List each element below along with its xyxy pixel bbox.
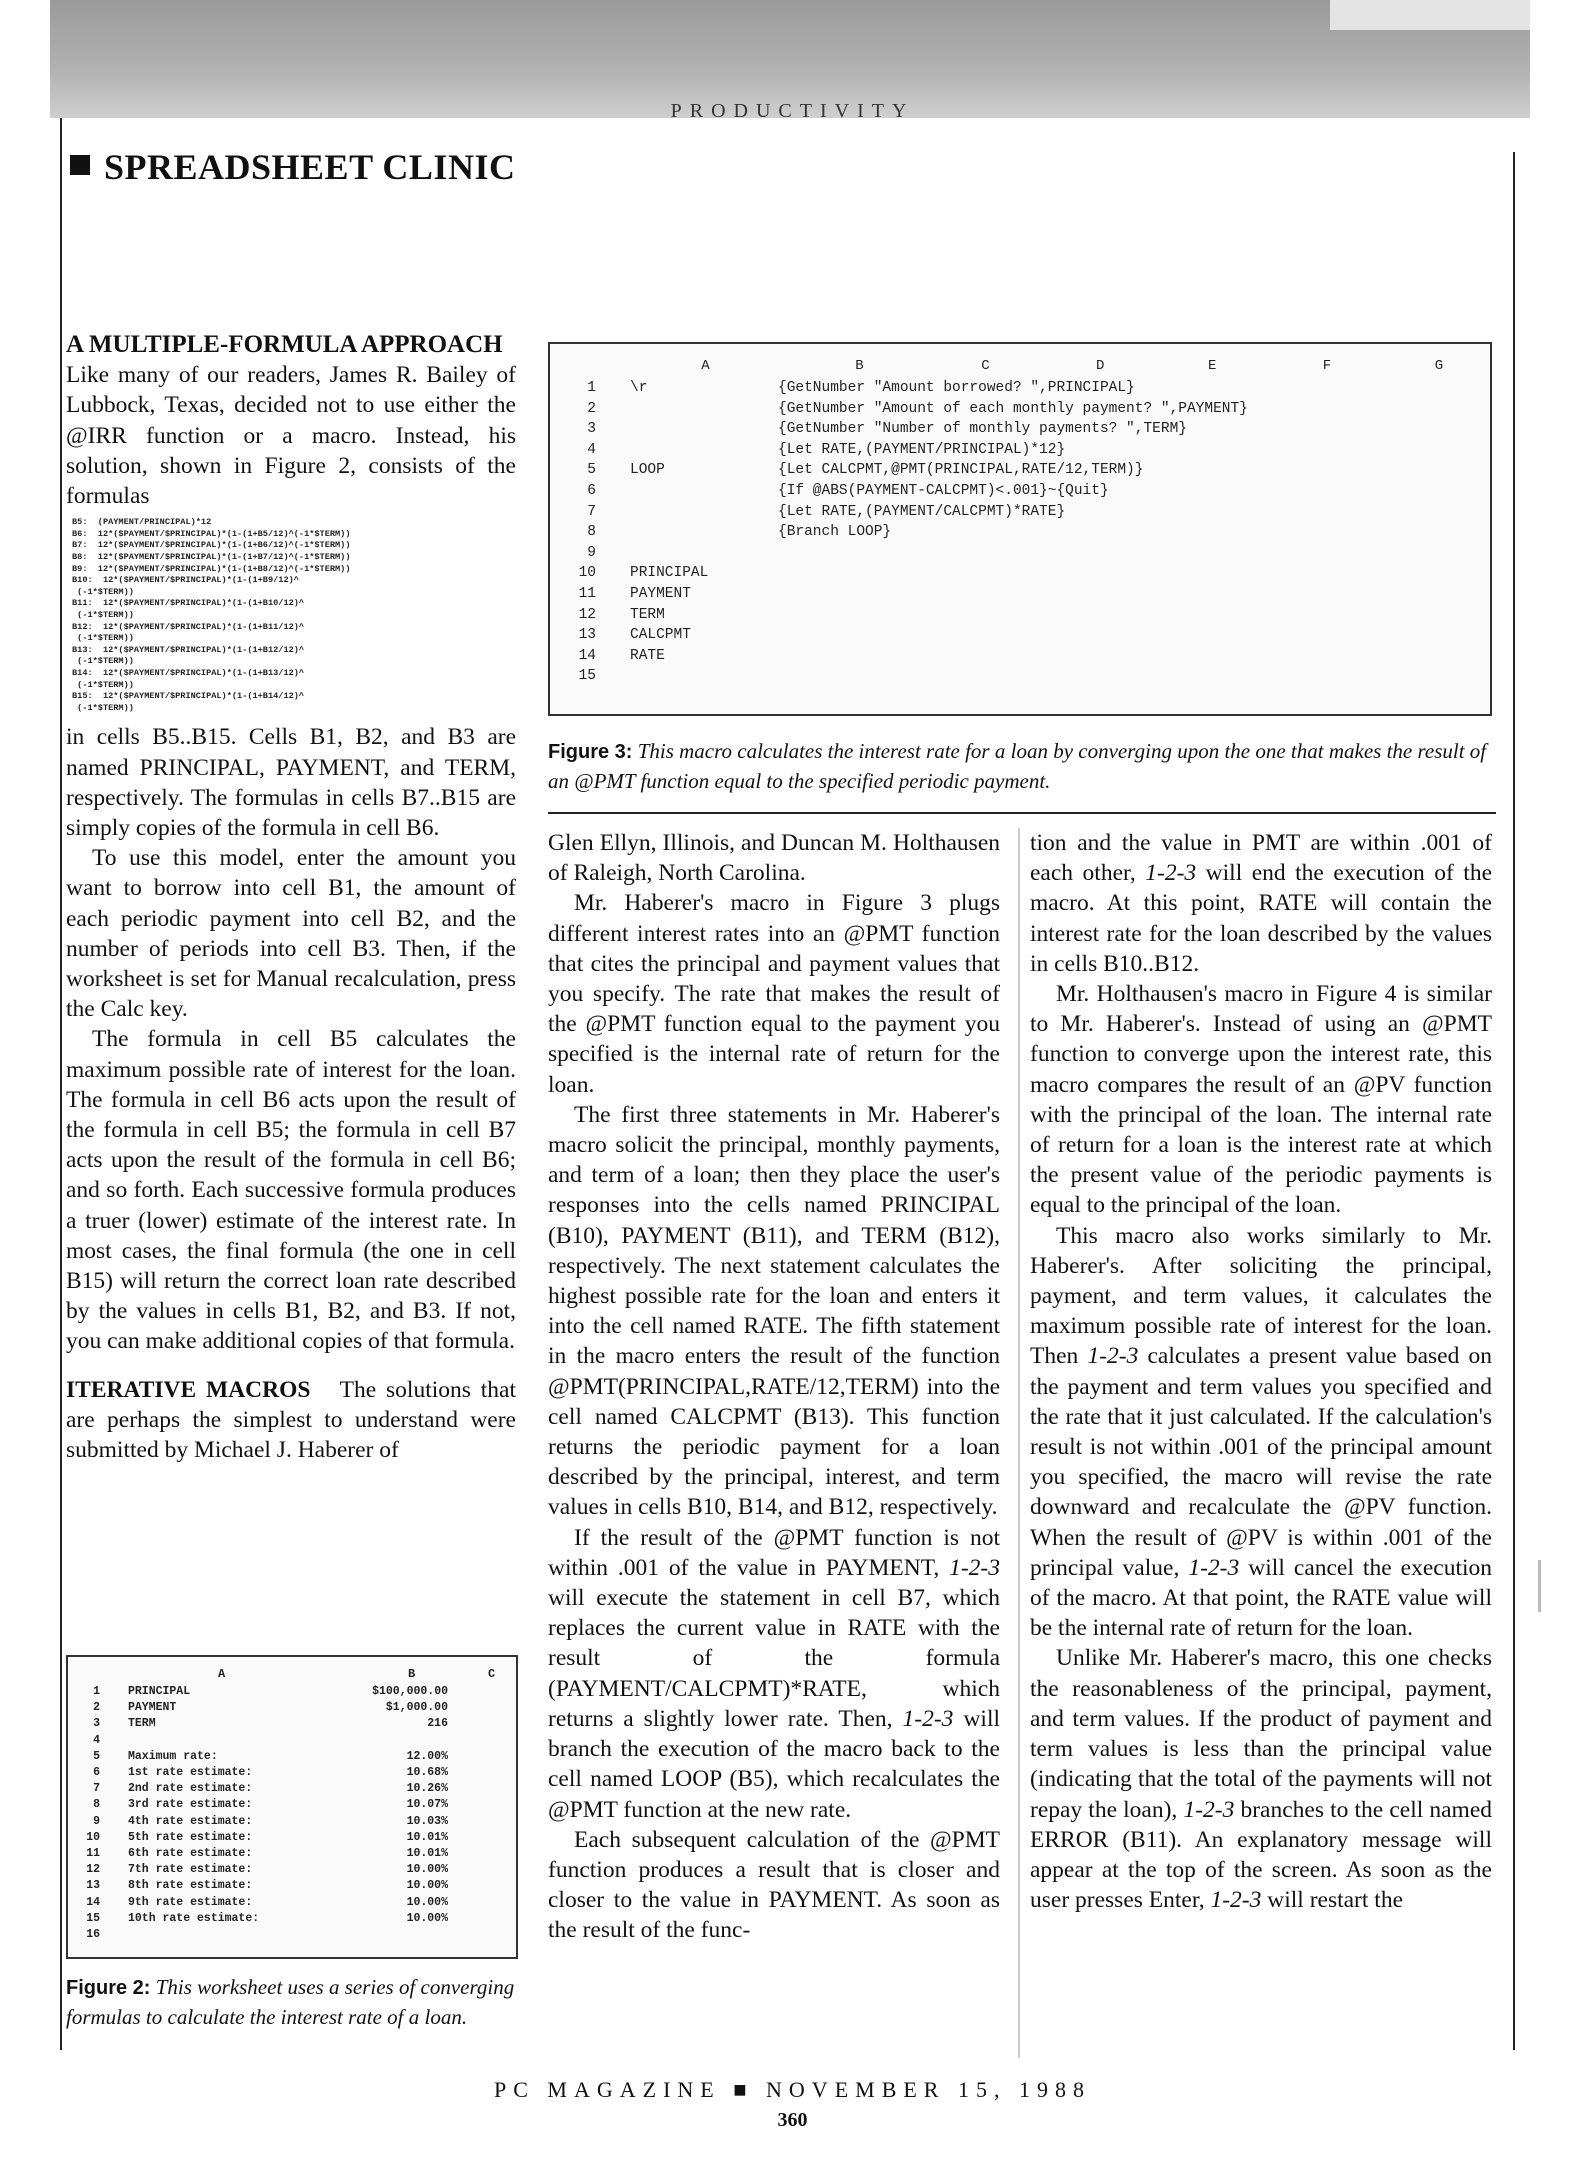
product-name: 1-2-3 [1210, 1887, 1262, 1914]
fig2-cell-b: $100,000.00 [372, 1685, 448, 1698]
fig2-cell-b: 216 [427, 1717, 448, 1731]
fig3-cell-b: {Let RATE,(PAYMENT/PRINCIPAL)*12} [778, 441, 1066, 458]
iterative-macros-heading: ITERATIVE MACROS [66, 1376, 311, 1403]
fig2-row-number: 15 [86, 1911, 100, 1925]
figure-3-label: Figure 3: [548, 741, 633, 763]
fig3-row-number: 14 [578, 647, 596, 664]
left-border-rule [60, 118, 62, 2050]
fig3-col-header-d: D [1096, 358, 1105, 374]
fig2-cell-a: PAYMENT [128, 1701, 177, 1715]
fig2-cell-b: 12.00% [406, 1749, 448, 1763]
fig2-cell-a: PRINCIPAL [128, 1685, 191, 1698]
col1-paragraph-4: The formula in cell B5 calculates the maximum possible rate of interest for the loan. The formula in cell B6 acts upon the result of the formula in cell B5; the formula in cell B7 acts upon the result of the formula in cell B6; and so forth. Each successive formula produces a truer (lower) estimate of the interest rate. In most cases, the final formula (the one in cell B15) will return the correct loan rate described by the values in cells B1, B2, and B3. If not, you can make additional copies of that formula. [66, 1026, 516, 1355]
col3-p4a: Unlike Mr. Haberer's macro, this one checks the reasonableness of the principal, payment, and term values. If the product of payment and term values is less than the principal value (indicating that the total of the payments will not repay the loan), [1030, 1645, 1492, 1823]
fig2-row-number: 6 [93, 1766, 100, 1779]
column-3 [1030, 828, 1492, 1915]
fig2-cell-b: 10.26% [406, 1782, 448, 1796]
column-2 [548, 828, 1000, 1946]
col3-p3c: will cancel the execution of the macro. At that point, the RATE value will be the internal rate of return for the loan. [1030, 1554, 1493, 1642]
footer: PC MAGAZINE ■ NOVEMBER 15, 1988 [494, 2077, 1091, 2102]
fig2-cell-b: 10.01% [406, 1847, 448, 1860]
col1-paragraph-2: in cells B5..B15. Cells B1, B2, and B3 are named PRINCIPAL, PAYMENT, and TERM, respectively. The formulas in cells B7..B15 are simply copies of the formula in cell B6. [66, 724, 516, 841]
fig2-row-number: 2 [93, 1701, 100, 1715]
product-name: 1-2-3 [1087, 1343, 1139, 1370]
fig3-cell-a: TERM [630, 606, 665, 623]
fig2-cell-b: 10.07% [406, 1798, 448, 1812]
col2-col3-divider [1018, 828, 1020, 2058]
fig3-cell-b: {GetNumber "Amount borrowed? ",PRINCIPAL} [778, 380, 1135, 396]
col2-paragraph-1: Glen Ellyn, Illinois, and Duncan M. Holthausen of Raleigh, North Carolina. [548, 830, 1000, 887]
figure-3-caption-text: This macro calculates the interest rate for a loan by converging upon the one that makes the result of an @PMT function equal to the specified periodic payment. [548, 739, 1487, 793]
fig3-row-number: 7 [587, 503, 596, 520]
fig3-cell-b: {Branch LOOP} [778, 524, 892, 541]
col2-paragraph-4 [548, 1523, 1000, 1825]
fig3-row-number: 5 [587, 462, 596, 479]
fig2-cell-a: 8th rate estimate: [128, 1879, 253, 1893]
fig3-cell-b: {GetNumber "Number of monthly payments? ",TERM} [778, 421, 1187, 438]
fig2-cell-b: 10.00% [406, 1895, 448, 1909]
fig2-row-number: 1 [93, 1685, 100, 1698]
col3-p3b: calculates a present value based on the payment and term values you specified and the rate that it just calculated. If the calculation's result is not within .001 of the principal amount you specified, the macro will revise the rate downward and recalculate the @PV function. When the result of @PV is within .001 of the principal value, [1030, 1343, 1492, 1581]
col2-paragraph-5: Each subsequent calculation of the @PMT function produces a result that is closer and closer to the value in PAYMENT. As soon as the result of the func- [548, 1826, 1000, 1944]
col3-p1b: will end the execution of the macro. At this point, RATE will contain the interest rate for the loan described by the values in cells B10..B12. [1030, 860, 1492, 977]
article-heading: A MULTIPLE-FORMULA APPROACH [66, 331, 503, 358]
fig3-col-header-e: E [1208, 358, 1217, 374]
figure-3-macro [548, 342, 1492, 716]
fig3-col-header-g: G [1434, 358, 1444, 374]
page-number: 360 [777, 2109, 808, 2131]
col1-paragraph-1: Like many of our readers, James R. Bailey of Lubbock, Texas, decided not to use either the @IRR function or a macro. Instead, his solution, shown in Figure 2, consists of the formulas [66, 362, 516, 510]
col2-p4c: will branch the execution of the macro back to the cell named LOOP (B5), which recalculates the @PMT function at the new rate. [548, 1705, 1000, 1823]
fig2-cell-b: 10.68% [406, 1766, 448, 1779]
product-name: 1-2-3 [1188, 1554, 1240, 1581]
fig3-row-number: 12 [578, 606, 596, 623]
fig3-row-number: 3 [587, 421, 596, 438]
col1-paragraph-3: To use this model, enter the amount you want to borrow into cell B1, the amount of each periodic payment into cell B2, and the number of periods into cell B3. Then, if the worksheet is set for Manual recalculation, press the Calc key. [66, 845, 516, 1023]
col3-paragraph-1 [1030, 828, 1492, 979]
fig2-cell-a: 1st rate estimate: [128, 1766, 253, 1779]
figure-2-caption [66, 1973, 516, 2032]
fig3-cell-b: {Let RATE,(PAYMENT/CALCPMT)*RATE} [778, 503, 1066, 520]
col3-paragraph-4 [1030, 1643, 1492, 1915]
fig3-row-number: 11 [578, 586, 596, 602]
fig2-cell-a: 6th rate estimate: [128, 1847, 253, 1860]
fig3-cell-b: {GetNumber "Amount of each monthly payment? ",PAYMENT} [778, 400, 1248, 417]
fig2-row-number: 10 [86, 1830, 100, 1844]
fig3-cell-a: PRINCIPAL [630, 565, 709, 582]
fig3-cell-a: LOOP [630, 462, 665, 479]
fig2-cell-b: 10.00% [406, 1911, 448, 1925]
col2-paragraph-2: Mr. Haberer's macro in Figure 3 plugs different interest rates into an @PMT function that cites the principal and payment values that you specify. The rate that makes the result of the @PMT function equal to the payment you specified is the internal rate of return for the loan. [548, 890, 1000, 1098]
figure-3-bottom-rule [548, 812, 1496, 814]
fig3-row-number: 1 [587, 380, 596, 396]
fig2-col-header-c: C [488, 1667, 496, 1681]
figure-2-caption-text: This worksheet uses a series of converging formulas to calculate the interest rate of a loan. [66, 1975, 515, 2029]
fig2-cell-b: 10.03% [406, 1814, 448, 1828]
fig3-col-header-c: C [981, 358, 990, 374]
fig2-col-header-a: A [218, 1667, 226, 1681]
product-name: 1-2-3 [949, 1554, 1001, 1581]
fig3-cell-b: {Let CALCPMT,@PMT(PRINCIPAL,RATE/12,TERM)} [778, 462, 1144, 479]
fig2-col-header-b: B [408, 1667, 416, 1681]
column-title-text: SPREADSHEET CLINIC [104, 147, 516, 187]
fig2-cell-a: 9th rate estimate: [128, 1895, 253, 1909]
fig2-row-number: 11 [86, 1847, 100, 1860]
product-name: 1-2-3 [902, 1705, 954, 1732]
col3-p4c: will restart the [1267, 1887, 1403, 1914]
col3-p3a: This macro also works similarly to Mr. Haberer's. After soliciting the principal, payment, and term values, it calculates the maximum possible rate of interest for the loan. Then [1030, 1222, 1492, 1370]
col1-paragraph-5 [66, 1375, 516, 1466]
col3-paragraph-3 [1030, 1221, 1492, 1644]
header-band-fade [1330, 0, 1530, 30]
fig2-cell-b: 10.01% [406, 1830, 448, 1844]
fig3-row-number: 4 [587, 441, 596, 458]
fig2-cell-b: 10.00% [406, 1879, 448, 1893]
fig3-col-header-f: F [1322, 358, 1332, 374]
col2-paragraph-3: The first three statements in Mr. Haberer's macro solicit the principal, monthly payments, and term of a loan; then they place the user's responses into the cells named PRINCIPAL (B10), PAYMENT (B11), and TERM (B12), respectively. The next statement calculates the highest possible rate for the loan and enters it into the cell named RATE. The fifth statement in the macro enters the result of the function @PMT(PRINCIPAL,RATE/12,TERM) into the cell named CALCPMT (B13). This function returns the periodic payment for a loan described by the principal, interest, and term values in cells B10, B14, and B12, respectively. [548, 1101, 1000, 1521]
product-name: 1-2-3 [1183, 1796, 1235, 1823]
fig3-row-number: 6 [587, 483, 596, 499]
fig3-cell-a: CALCPMT [630, 627, 691, 644]
fig2-row-number: 4 [93, 1733, 100, 1747]
bullet-square-icon [70, 155, 90, 175]
fig2-cell-a: 10th rate estimate: [128, 1911, 260, 1925]
section-label: PRODUCTIVITY [670, 100, 915, 122]
col3-paragraph-2: Mr. Holthausen's macro in Figure 4 is similar to Mr. Haberer's. Instead of using an @PMT function to converge upon the interest rate, this macro compares the result of an @PV function with the principal of the loan. The internal rate of return for a loan is the interest rate at which the present value of the periodic payments is equal to the principal of the loan. [1030, 981, 1492, 1219]
fig2-cell-a: 3rd rate estimate: [128, 1798, 253, 1812]
figure-2-label: Figure 2: [66, 1977, 151, 1999]
column-1 [66, 330, 516, 1465]
figure-3-caption [548, 737, 1496, 796]
fig2-cell-a: Maximum rate: [128, 1749, 218, 1763]
fig3-col-header-b: B [855, 358, 864, 374]
margin-mark [1538, 1560, 1541, 1612]
fig2-cell-a: TERM [128, 1717, 156, 1731]
fig2-row-number: 16 [86, 1928, 100, 1941]
fig2-row-number: 13 [86, 1879, 100, 1893]
fig2-row-number: 9 [93, 1814, 100, 1828]
fig2-cell-a: 4th rate estimate: [128, 1814, 253, 1828]
fig3-col-header-a: A [701, 358, 710, 374]
fig3-cell-b: {If @ABS(PAYMENT-CALCPMT)<.001}~{Quit} [778, 483, 1109, 499]
right-border-rule [1513, 152, 1515, 2050]
fig2-row-number: 7 [93, 1782, 100, 1796]
fig3-cell-a: RATE [630, 647, 665, 664]
column-title [70, 146, 515, 188]
fig3-row-number: 8 [587, 524, 596, 541]
formula-listing: B5: (PAYMENT/PRINCIPAL)*12 B6: 12*($PAYMENT/$PRINCIPAL)*(1-(1+B5/12)^(-1*$TERM)) B7: 12*($PAYMENT/$PRINCIPAL)*(1-(1+B6/12)^(-1*$TERM)) B8: 12*($PAYMENT/$PRINCIPAL)*(1-(1+B7/12)^(-1*$TERM)) B9: 12*($PAYMENT/$PRINCIPAL)*(1-(1+B8/12)^(-1*$TERM)) B10: 12*($PAYMENT/$PRINCIPAL)*(1-(1+B9/12)^ (-1*$TERM)) B11: 12*($PAYMENT/$PRINCIPAL)*(1-(1+B10/12)^ (-1*$TERM)) B12: 12*($PAYMENT/$PRINCIPAL)*(1-(1+B11/12)^ (-1*$TERM)) B13: 12*($PAYMENT/$PRINCIPAL)*(1-(1+B12/12)^ (-1*$TERM)) B14: 12*($PAYMENT/$PRINCIPAL)*(1-(1+B13/12)^ (-1*$TERM)) B15: 12*($PAYMENT/$PRINCIPAL)*(1-(1+B14/12)^ (-1*$TERM)) [72, 517, 351, 713]
fig2-cell-a: 7th rate estimate: [128, 1863, 253, 1877]
fig2-cell-a: 2nd rate estimate: [128, 1782, 253, 1796]
fig3-row-number: 10 [578, 565, 596, 582]
fig3-row-number: 2 [587, 400, 596, 417]
col1-paragraph-5-text: The solutions that are perhaps the simplest to understand were submitted by Michael J. Haberer of [66, 1376, 516, 1463]
col3-p4b: branches to the cell named ERROR (B11). An explanatory message will appear at the top of the screen. As soon as the user presses Enter, [1030, 1796, 1493, 1914]
fig2-row-number: 8 [93, 1798, 100, 1812]
fig2-cell-b: 10.00% [406, 1863, 448, 1877]
figure-2-worksheet [66, 1655, 518, 1959]
product-name: 1-2-3 [1145, 860, 1197, 887]
col2-p4b: will execute the statement in cell B7, which replaces the current value in RATE with the result of the formula (PAYMENT/CALCPMT)*RATE, which returns a slightly lower rate. Then, [548, 1585, 1000, 1732]
fig2-row-number: 14 [86, 1895, 100, 1909]
fig3-row-number: 15 [578, 668, 596, 685]
fig3-row-number: 9 [587, 544, 596, 561]
fig3-row-number: 13 [578, 627, 596, 644]
fig2-cell-a: 5th rate estimate: [128, 1830, 253, 1844]
fig3-cell-a: \r [630, 380, 648, 396]
fig2-cell-b: $1,000.00 [385, 1701, 448, 1715]
footer-date: NOVEMBER 15, 1988 [766, 2077, 1091, 2102]
col3-p1a: tion and the value in PMT are within .001 of each other, [1030, 830, 1492, 887]
fig3-cell-a: PAYMENT [630, 586, 691, 602]
fig2-row-number: 3 [93, 1717, 100, 1731]
fig2-row-number: 5 [93, 1749, 100, 1763]
fig2-row-number: 12 [86, 1863, 100, 1877]
col2-p4a: If the result of the @PMT function is not within .001 of the value in PAYMENT, [548, 1524, 1000, 1581]
footer-magazine: PC MAGAZINE [494, 2077, 721, 2102]
